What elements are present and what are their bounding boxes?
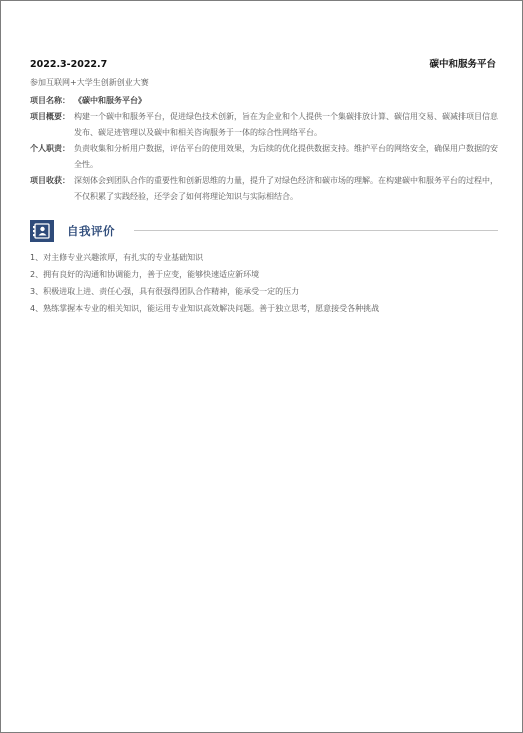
- list-item: 3、积极进取上进、责任心强，具有很强得团队合作精神，能承受一定的压力: [30, 287, 300, 296]
- list-item: 2、拥有良好的沟通和协调能力，善于应变，能够快速适应新环境: [30, 270, 260, 279]
- project-gain-row: [30, 173, 498, 205]
- self-eval-list: [30, 249, 498, 317]
- project-gain-label: 项目收获：: [30, 176, 70, 185]
- project-name-value: 《碳中和服务平台》: [74, 96, 146, 105]
- project-name-label: 项目名称：: [30, 96, 70, 105]
- section-divider: [134, 230, 498, 231]
- project-name-row: [30, 93, 498, 109]
- project-subtitle: 参加互联网+大学生创新创业大赛: [30, 78, 149, 87]
- project-gain-value: 深刻体会到团队合作的重要性和创新思维的力量，提升了对绿色经济和碳市场的理解。在构建碳中和服务平台的过程中，不仅积累了实践经验，还学会了如何将理论知识与实际相结合。: [74, 176, 498, 201]
- list-item: 1、对主修专业兴趣浓厚，有扎实的专业基础知识: [30, 253, 204, 262]
- project-details: [30, 93, 498, 205]
- personal-duty-value: 负责收集和分析用户数据，评估平台的使用效果，为后续的优化提供数据支持。维护平台的网络安全，确保用户数据的安全性。: [74, 144, 498, 169]
- section-title: 自我评价: [67, 224, 115, 238]
- project-title: 碳中和服务平台: [429, 59, 496, 70]
- personal-duty-label: 个人职责：: [30, 144, 70, 153]
- list-item: 4、熟练掌握本专业的相关知识，能运用专业知识高效解决问题。善于独立思考，愿意接受各种挑战: [30, 304, 380, 313]
- project-header: [30, 56, 496, 70]
- project-summary-value: 构建一个碳中和服务平台，促进绿色技术创新，旨在为企业和个人提供一个集碳排放计算、碳信用交易、碳减排项目信息发布、碳足迹管理以及碳中和相关咨询服务于一体的综合性网络平台。: [74, 112, 498, 137]
- project-summary-label: 项目概要：: [30, 112, 70, 121]
- project-date: 2022.3-2022.7: [30, 59, 108, 70]
- person-card-icon: [30, 220, 54, 242]
- personal-duty-row: [30, 141, 498, 173]
- project-summary-row: [30, 109, 498, 141]
- self-eval-header: [30, 220, 498, 242]
